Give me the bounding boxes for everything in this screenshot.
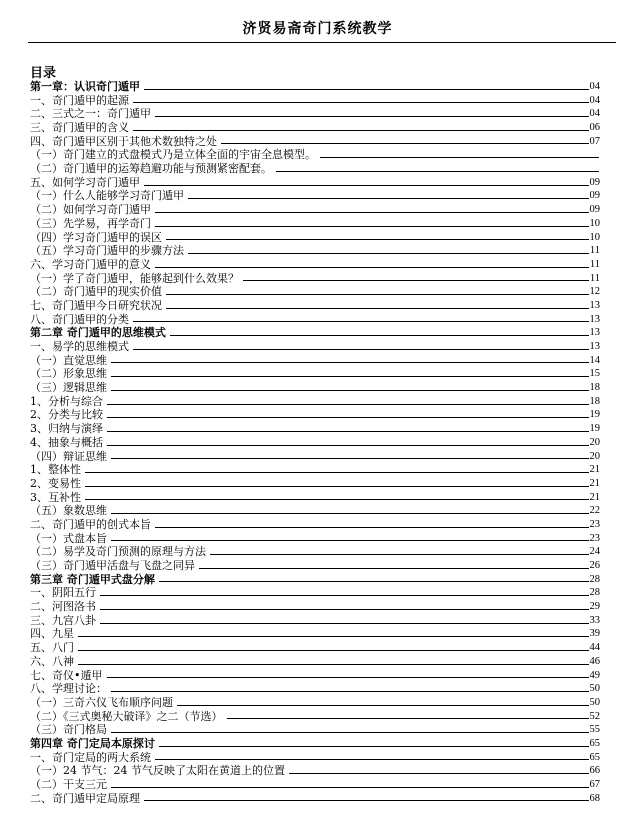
toc-entry-label: （二）易学及奇门预测的原理与方法 (30, 545, 206, 559)
toc-leader-line (107, 445, 589, 446)
toc-entry-page-number: 19 (589, 409, 600, 421)
toc-entry[interactable] (30, 395, 600, 409)
toc-entry[interactable] (30, 545, 600, 559)
toc-entry-label: 3、互补性 (30, 490, 81, 504)
toc-entry[interactable] (30, 340, 600, 354)
toc-leader-line (78, 636, 589, 637)
toc-entry[interactable] (30, 792, 600, 806)
toc-leader-line (243, 280, 589, 281)
toc-entry-page-number: 06 (589, 122, 600, 134)
toc-leader-line (155, 212, 589, 213)
toc-entry-label: （四）辩证思维 (30, 449, 107, 463)
toc-entry[interactable] (30, 135, 600, 149)
toc-entry-label: 六、学习奇门遁甲的意义 (30, 257, 151, 271)
toc-entry[interactable] (30, 436, 600, 450)
toc-entry[interactable] (30, 614, 600, 628)
toc-entry[interactable] (30, 244, 600, 258)
toc-chapter-entry[interactable] (30, 573, 600, 587)
toc-leader-line (85, 486, 589, 487)
toc-entry[interactable] (30, 669, 600, 683)
toc-entry-label: 四、九星 (30, 627, 74, 641)
toc-entry-page-number: 10 (589, 231, 600, 243)
toc-entry-label: 二、奇门遁甲定局原理 (30, 791, 140, 805)
toc-entry[interactable] (30, 258, 600, 272)
toc-entry-page-number: 04 (589, 108, 600, 120)
toc-leader-line (78, 664, 589, 665)
toc-chapter-entry[interactable] (30, 737, 600, 751)
toc-entry-page-number: 04 (589, 80, 600, 92)
toc-entry-label: （三）逻辑思维 (30, 381, 107, 395)
toc-entry[interactable] (30, 422, 600, 436)
toc-entry-page-number: 07 (589, 135, 600, 147)
toc-leader-line (166, 239, 589, 240)
toc-leader-line (100, 623, 589, 624)
toc-entry-label: （二）奇门遁甲的运筹趋避功能与预测紧密配套。 (30, 162, 272, 176)
toc-entry[interactable] (30, 641, 600, 655)
toc-entry-label: 五、如何学习奇门遁甲 (30, 175, 140, 189)
toc-entry-label: 第三章 奇门遁甲式盘分解 (30, 572, 155, 586)
toc-leader-line (289, 773, 589, 774)
table-of-contents (30, 80, 600, 805)
toc-entry-page-number: 21 (589, 477, 600, 489)
toc-entry[interactable] (30, 778, 600, 792)
toc-leader-line (111, 376, 589, 377)
toc-entry[interactable] (30, 764, 600, 778)
toc-entry-page-number: 09 (589, 176, 600, 188)
toc-entry-label: 六、八神 (30, 654, 74, 668)
toc-leader-line (159, 746, 589, 747)
toc-leader-line (85, 499, 589, 500)
toc-entry-label: （二）如何学习奇门遁甲 (30, 203, 151, 217)
toc-leader-line (133, 321, 589, 322)
toc-leader-line (107, 677, 589, 678)
toc-entry-page-number: 44 (589, 642, 600, 654)
toc-entry-page-number: 13 (589, 327, 600, 339)
toc-entry[interactable] (30, 491, 600, 505)
toc-leader-line (85, 472, 589, 473)
toc-entry-label: （一）奇门建立的式盘模式乃是立体全面的宇宙全息模型。 (30, 148, 316, 162)
toc-entry-label: 三、奇门遁甲的含义 (30, 121, 129, 135)
toc-entry-page-number: 55 (589, 724, 600, 736)
toc-entry-label: （一）24 节气：24 节气反映了太阳在黄道上的位置 (30, 764, 285, 778)
toc-leader-line (227, 718, 589, 719)
toc-entry-page-number: 28 (589, 587, 600, 599)
toc-entry-page-number: 21 (589, 491, 600, 503)
toc-entry[interactable] (30, 203, 600, 217)
toc-entry-page-number: 52 (589, 710, 600, 722)
toc-leader-line (78, 650, 589, 651)
toc-entry-label: （二）奇门遁甲的现实价值 (30, 285, 162, 299)
toc-leader-line (221, 143, 589, 144)
toc-heading: 目录 (30, 66, 57, 81)
toc-leader-line (166, 294, 589, 295)
toc-entry-label: （一）学了奇门遁甲，能够起到什么效果？ (30, 271, 239, 285)
toc-entry-page-number: 65 (589, 737, 600, 749)
toc-leader-line (107, 431, 589, 432)
toc-leader-line (107, 417, 589, 418)
toc-entry[interactable] (30, 450, 600, 464)
toc-entry-page-number: 20 (589, 436, 600, 448)
toc-leader-line (170, 335, 589, 336)
toc-entry-page-number: 26 (589, 560, 600, 572)
toc-entry-label: （二）形象思维 (30, 367, 107, 381)
toc-entry[interactable] (30, 628, 600, 642)
header-divider (28, 42, 616, 43)
toc-leader-line (144, 89, 589, 90)
toc-entry-label: 1、分析与综合 (30, 394, 103, 408)
toc-leader-line (188, 253, 589, 254)
toc-entry-page-number: 13 (589, 313, 600, 325)
toc-entry-page-number: 28 (589, 573, 600, 585)
toc-leader-line (111, 787, 589, 788)
toc-entry-page-number: 09 (589, 190, 600, 202)
toc-entry[interactable] (30, 532, 600, 546)
toc-leader-line (133, 130, 589, 131)
toc-leader-line (100, 595, 589, 596)
toc-entry-page-number: 67 (589, 779, 600, 791)
toc-entry[interactable] (30, 148, 600, 162)
toc-leader-line (155, 267, 589, 268)
toc-entry-label: （一）三奇六仪飞布顺序问题 (30, 695, 173, 709)
toc-leader-line (320, 157, 599, 158)
toc-entry-page-number: 68 (589, 792, 600, 804)
toc-entry-label: 1、整体性 (30, 463, 81, 477)
toc-entry-label: 二、奇门遁甲的创式本旨 (30, 517, 151, 531)
toc-entry-page-number: 49 (589, 669, 600, 681)
toc-entry[interactable] (30, 682, 600, 696)
toc-entry-page-number: 50 (589, 696, 600, 708)
toc-entry[interactable] (30, 107, 600, 121)
toc-entry-page-number: 23 (589, 518, 600, 530)
toc-entry-page-number: 10 (589, 217, 600, 229)
toc-entry[interactable] (30, 559, 600, 573)
toc-leader-line (111, 732, 589, 733)
toc-entry-page-number: 23 (589, 532, 600, 544)
toc-leader-line (155, 759, 589, 760)
toc-leader-line (177, 705, 589, 706)
toc-entry[interactable] (30, 710, 600, 724)
toc-entry-page-number: 46 (589, 655, 600, 667)
toc-entry-label: （五）学习奇门遁甲的步骤方法 (30, 244, 184, 258)
toc-entry-label: 一、奇门定局的两大系统 (30, 750, 151, 764)
toc-entry[interactable] (30, 285, 600, 299)
toc-entry[interactable] (30, 354, 600, 368)
toc-entry-label: 四、奇门遁甲区别于其他术数独特之处 (30, 134, 217, 148)
toc-entry-page-number: 14 (589, 354, 600, 366)
toc-leader-line (111, 390, 589, 391)
toc-entry[interactable] (30, 696, 600, 710)
toc-leader-line (210, 554, 589, 555)
toc-entry-label: （五）象数思维 (30, 504, 107, 518)
toc-entry-page-number: 19 (589, 423, 600, 435)
toc-entry-page-number: 21 (589, 464, 600, 476)
toc-entry[interactable] (30, 600, 600, 614)
toc-entry-page-number: 13 (589, 341, 600, 353)
toc-entry-label: 第一章：认识奇门遁甲 (30, 79, 140, 93)
toc-leader-line (133, 349, 589, 350)
toc-leader-line (155, 116, 589, 117)
toc-entry[interactable] (30, 586, 600, 600)
toc-entry-label: 4、抽象与概括 (30, 435, 103, 449)
toc-entry-label: 五、八门 (30, 641, 74, 655)
toc-entry-page-number: 04 (589, 94, 600, 106)
toc-entry-label: （三）奇门格局 (30, 723, 107, 737)
toc-leader-line (133, 102, 589, 103)
toc-leader-line (144, 800, 589, 801)
toc-entry-page-number: 65 (589, 751, 600, 763)
toc-entry-label: 八、学理讨论： (30, 682, 107, 696)
toc-entry-page-number: 13 (589, 299, 600, 311)
toc-entry[interactable] (30, 176, 600, 190)
toc-entry[interactable] (30, 518, 600, 532)
toc-entry-label: 第二章 奇门遁甲的思维模式 (30, 326, 166, 340)
toc-entry-label: （三）先学易，再学奇门 (30, 216, 151, 230)
toc-entry[interactable] (30, 463, 600, 477)
toc-leader-line (111, 513, 589, 514)
toc-entry-label: （一）直觉思维 (30, 353, 107, 367)
toc-entry-page-number: 11 (589, 245, 600, 257)
toc-entry-page-number: 24 (589, 546, 600, 558)
toc-entry-label: （一）式盘本旨 (30, 531, 107, 545)
toc-entry-label: 第四章 奇门定局本原探讨 (30, 736, 155, 750)
toc-leader-line (111, 458, 589, 459)
toc-entry[interactable] (30, 299, 600, 313)
toc-entry-page-number: 18 (589, 395, 600, 407)
toc-entry-page-number: 66 (589, 765, 600, 777)
toc-entry-page-number: 18 (589, 382, 600, 394)
toc-entry-label: 七、奇门遁甲今日研究状况 (30, 298, 162, 312)
toc-entry-label: （三）奇门遁甲活盘与飞盘之同异 (30, 559, 195, 573)
toc-entry[interactable] (30, 94, 600, 108)
toc-entry-label: 2、分类与比较 (30, 408, 103, 422)
toc-entry-label: （二）干支三元 (30, 778, 107, 792)
toc-entry-page-number: 39 (589, 628, 600, 640)
toc-entry-page-number: 20 (589, 450, 600, 462)
toc-entry-label: （一）什么人能够学习奇门遁甲 (30, 189, 184, 203)
toc-entry-label: 3、归纳与演绎 (30, 422, 103, 436)
toc-entry-label: （二）《三式奥秘大破译》之二（节选） (30, 709, 223, 723)
toc-entry[interactable] (30, 504, 600, 518)
toc-entry-page-number: 33 (589, 614, 600, 626)
toc-entry-label: 七、奇仪•遁甲 (30, 668, 103, 682)
toc-entry[interactable] (30, 655, 600, 669)
toc-entry[interactable] (30, 190, 600, 204)
toc-entry-page-number: 50 (589, 683, 600, 695)
toc-entry-page-number: 11 (589, 272, 600, 284)
toc-entry-label: 二、三式之一：奇门遁甲 (30, 107, 151, 121)
toc-entry[interactable] (30, 162, 600, 176)
toc-entry[interactable] (30, 751, 600, 765)
toc-entry-label: （四）学习奇门遁甲的误区 (30, 230, 162, 244)
toc-entry-label: 三、九宫八卦 (30, 613, 96, 627)
toc-entry[interactable] (30, 477, 600, 491)
toc-chapter-entry[interactable] (30, 326, 600, 340)
toc-leader-line (144, 185, 589, 186)
toc-leader-line (159, 581, 589, 582)
toc-entry-label: 2、变易性 (30, 476, 81, 490)
toc-entry-page-number: 15 (589, 368, 600, 380)
toc-entry-page-number: 11 (589, 258, 600, 270)
toc-entry[interactable] (30, 723, 600, 737)
toc-entry-label: 八、奇门遁甲的分类 (30, 312, 129, 326)
toc-entry[interactable] (30, 367, 600, 381)
toc-leader-line (188, 198, 589, 199)
toc-leader-line (111, 540, 589, 541)
toc-leader-line (100, 609, 589, 610)
page-header-title: 济贤易斋奇门系统教学 (242, 21, 393, 37)
toc-entry[interactable] (30, 313, 600, 327)
toc-leader-line (199, 568, 589, 569)
toc-leader-line (111, 691, 589, 692)
toc-entry-page-number: 09 (589, 204, 600, 216)
toc-entry[interactable] (30, 231, 600, 245)
toc-leader-line (166, 308, 589, 309)
toc-entry-page-number: 12 (589, 286, 600, 298)
toc-chapter-entry[interactable] (30, 80, 600, 94)
toc-leader-line (107, 404, 589, 405)
toc-entry[interactable] (30, 217, 600, 231)
toc-entry-label: 二、河图洛书 (30, 600, 96, 614)
toc-leader-line (155, 226, 589, 227)
toc-entry[interactable] (30, 381, 600, 395)
toc-entry[interactable] (30, 121, 600, 135)
toc-leader-line (276, 171, 599, 172)
toc-leader-line (155, 527, 589, 528)
toc-entry-page-number: 22 (589, 505, 600, 517)
toc-entry-page-number: 29 (589, 601, 600, 613)
toc-entry[interactable] (30, 272, 600, 286)
toc-entry-label: 一、阴阳五行 (30, 586, 96, 600)
toc-leader-line (111, 362, 589, 363)
toc-entry-label: 一、奇门遁甲的起源 (30, 93, 129, 107)
toc-entry[interactable] (30, 409, 600, 423)
toc-entry-label: 一、易学的思维模式 (30, 340, 129, 354)
